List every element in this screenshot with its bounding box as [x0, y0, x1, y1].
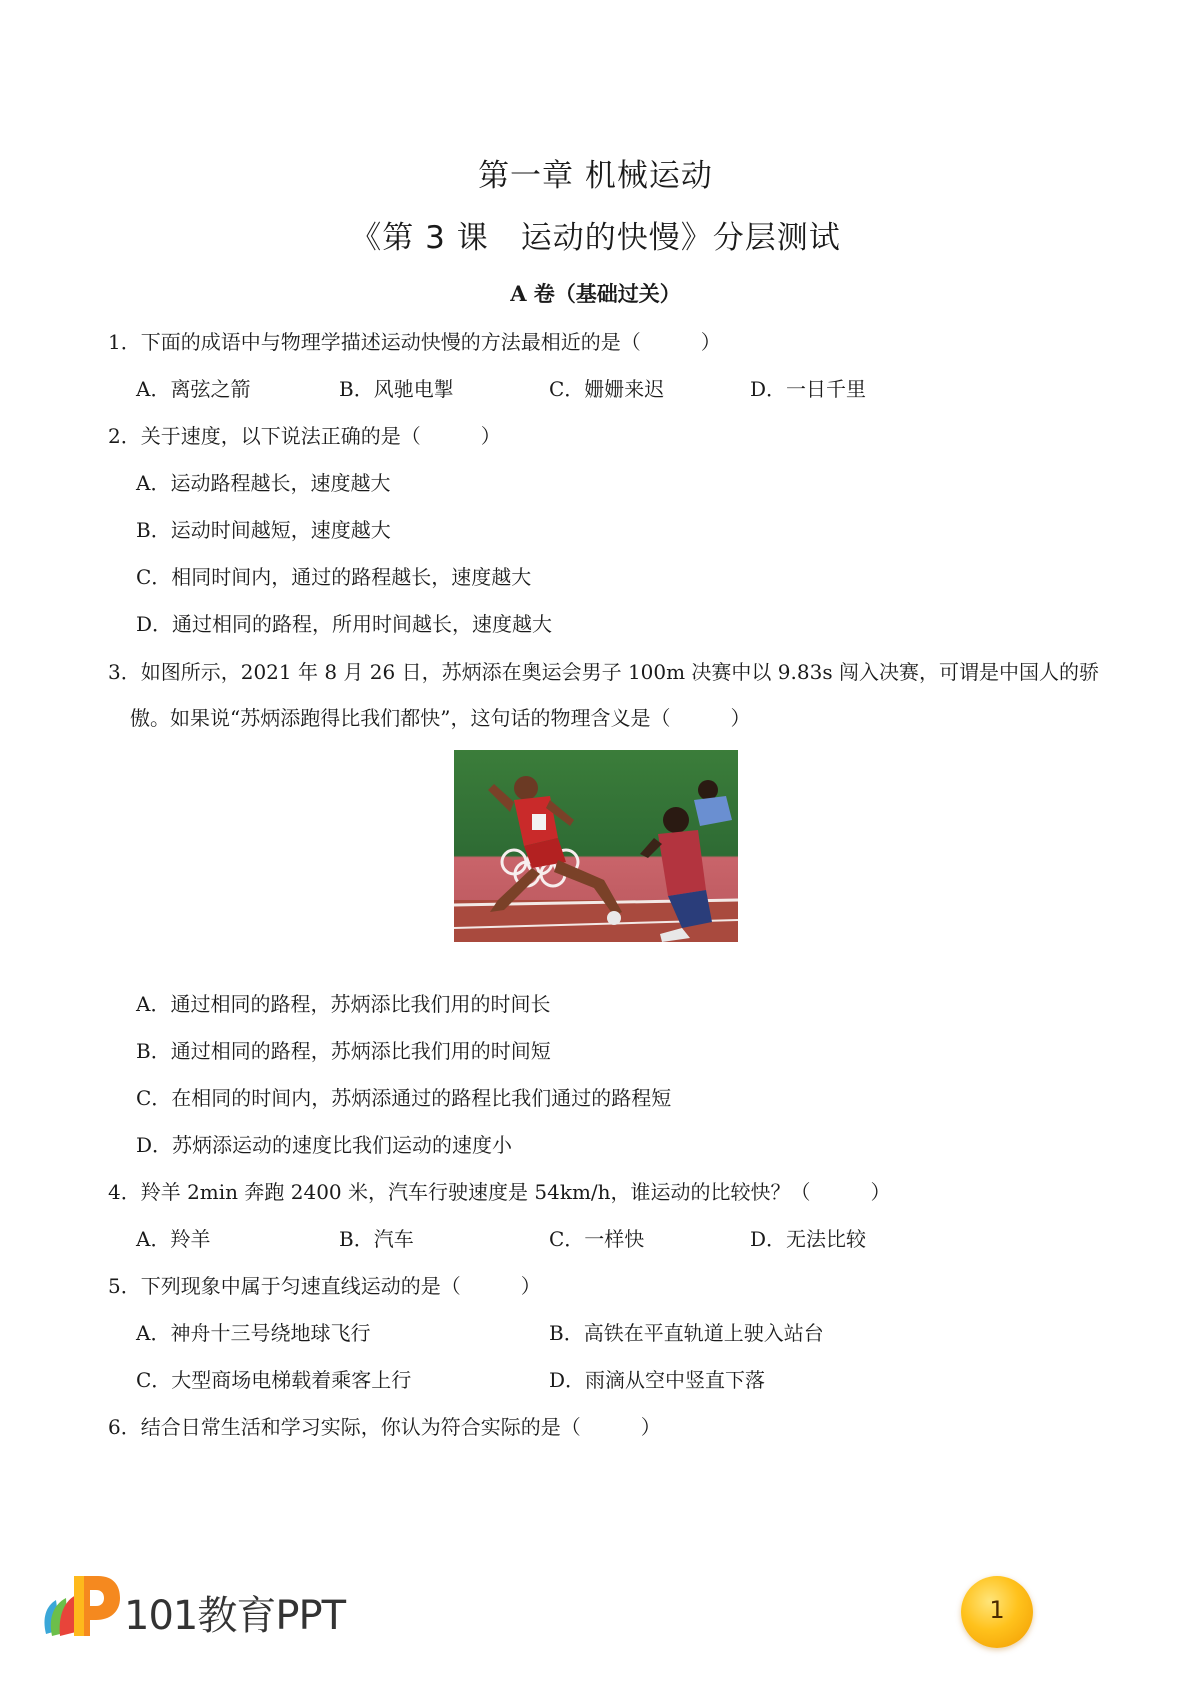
sprinter-photo [454, 750, 738, 942]
question-1-option-d: D．一日千里 [750, 377, 867, 401]
question-1-option-b: B．风驰电掣 [339, 377, 454, 401]
question-4-option-d: D．无法比较 [750, 1227, 867, 1251]
question-5-option-a: A．神舟十三号绕地球飞行 [136, 1321, 371, 1345]
section-title: A 卷（基础过关） [510, 281, 681, 306]
question-4-option-c: C．一样快 [549, 1227, 645, 1251]
question-1-stem: 1．下面的成语中与物理学描述运动快慢的方法最相近的是（ ） [108, 330, 721, 354]
question-5-option-c: C．大型商场电梯载着乘客上行 [136, 1368, 412, 1392]
question-3-option-b: B．通过相同的路程，苏炳添比我们用的时间短 [136, 1039, 551, 1063]
question-1-option-c: C．姗姗来迟 [549, 377, 665, 401]
question-3-option-c: C．在相同的时间内，苏炳添通过的路程比我们通过的路程短 [136, 1086, 672, 1110]
lesson-title: 《第 3 课 运动的快慢》分层测试 [350, 220, 841, 256]
question-5-option-b: B．高铁在平直轨道上驶入站台 [549, 1321, 824, 1345]
question-5-stem: 5．下列现象中属于匀速直线运动的是（ ） [108, 1274, 541, 1298]
question-2-option-d: D．通过相同的路程，所用时间越长，速度越大 [136, 612, 553, 636]
question-1-option-a: A．离弦之箭 [136, 377, 251, 401]
question-2-stem: 2．关于速度，以下说法正确的是（ ） [108, 424, 501, 448]
question-4-option-a: A．羚羊 [136, 1227, 211, 1251]
page-number: 1 [989, 1596, 1005, 1624]
question-3-stem-line2: 傲。如果说“苏炳添跑得比我们都快”，这句话的物理含义是（ ） [130, 706, 751, 730]
question-2-option-c: C．相同时间内，通过的路程越长，速度越大 [136, 565, 532, 589]
question-4-option-b: B．汽车 [339, 1227, 414, 1251]
question-3-option-d: D．苏炳添运动的速度比我们运动的速度小 [136, 1133, 513, 1157]
question-2-option-b: B．运动时间越短，速度越大 [136, 518, 391, 542]
question-6-stem: 6．结合日常生活和学习实际，你认为符合实际的是（ ） [108, 1415, 661, 1439]
question-3-option-a: A．通过相同的路程，苏炳添比我们用的时间长 [136, 992, 551, 1016]
question-3-stem-line1: 3．如图所示，2021 年 8 月 26 日，苏炳添在奥运会男子 100m 决赛中以 9.83s 闯入决赛，可谓是中国人的骄 [108, 660, 1099, 684]
question-5-option-d: D．雨滴从空中竖直下落 [549, 1368, 766, 1392]
question-2-option-a: A．运动路程越长，速度越大 [136, 471, 391, 495]
chapter-title: 第一章 机械运动 [478, 158, 713, 194]
brand-name: 101教育PPT [124, 1593, 346, 1639]
question-4-stem: 4．羚羊 2min 奔跑 2400 米，汽车行驶速度是 54km/h，谁运动的比较快？（ ） [108, 1180, 891, 1204]
